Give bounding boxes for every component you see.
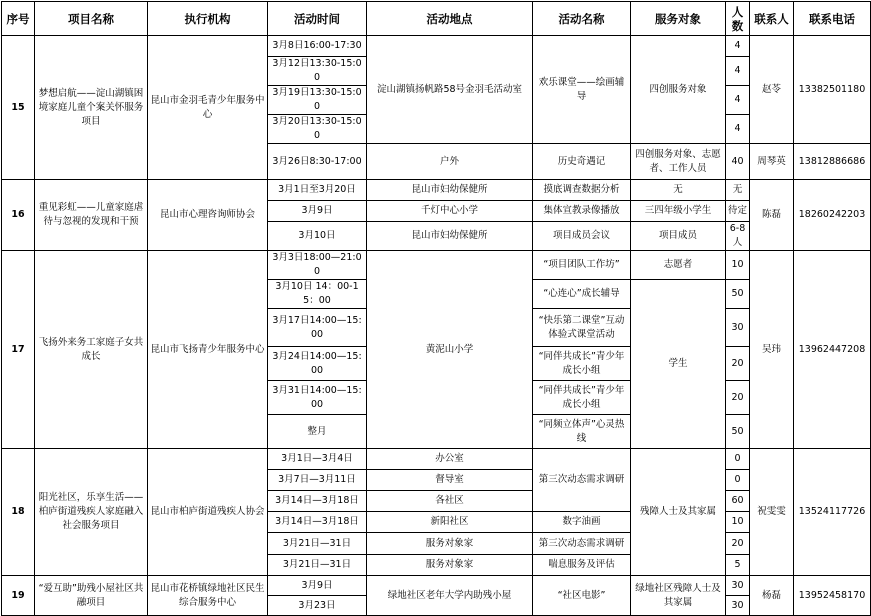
activity-name: “同频立体声”心灵热线 [533, 415, 631, 449]
headcount: 6-8人 [726, 222, 750, 251]
service-target: 四创服务对象、志愿者、工作人员 [631, 144, 726, 180]
table-row [2, 449, 871, 470]
contact-person: 陈磊 [750, 180, 794, 251]
activity-place: 各社区 [367, 491, 533, 512]
activity-time: 3月3日18:00—21:00 [268, 251, 367, 280]
activity-time: 3月14日—3月18日 [268, 491, 367, 512]
activity-name: 欢乐课堂——绘画辅导 [533, 36, 631, 144]
activity-name: 喘息服务及评估 [533, 555, 631, 576]
contact-phone: 13524117726 [794, 449, 871, 576]
header-contact: 联系人 [750, 2, 794, 36]
contact-phone: 13382501180 [794, 36, 871, 144]
headcount: 无 [726, 180, 750, 201]
header-phone: 联系电话 [794, 2, 871, 36]
activity-place: 新阳社区 [367, 512, 533, 533]
activity-place: 服务对象家 [367, 533, 533, 555]
headcount: 10 [726, 251, 750, 280]
activity-schedule-table [1, 1, 871, 616]
contact-person: 祝雯雯 [750, 449, 794, 576]
service-target: 四创服务对象 [631, 36, 726, 144]
service-target: 无 [631, 180, 726, 201]
headcount: 4 [726, 36, 750, 57]
activity-time: 3月26日8:30-17:00 [268, 144, 367, 180]
headcount: 30 [726, 596, 750, 616]
activity-name [533, 533, 631, 555]
activity-time [268, 280, 367, 309]
activity-name: 项目成员会议 [533, 222, 631, 251]
service-target: 项目成员 [631, 222, 726, 251]
activity-place: 服务对象家 [367, 555, 533, 576]
activity-time: 3月14日—3月18日 [268, 512, 367, 533]
activity-place: 督导室 [367, 470, 533, 491]
project-org: 昆山市柏庐街道残疾人协会 [148, 449, 268, 576]
project-no: 18 [2, 449, 35, 576]
activity-time: 3月9日 [268, 201, 367, 222]
service-target: 三四年级小学生 [631, 201, 726, 222]
activity-name [533, 309, 631, 347]
activity-place: 昆山市妇幼保健所 [367, 180, 533, 201]
activity-time: 3月10日 [268, 222, 367, 251]
project-name: 飞扬外来务工家庭子女共成长 [35, 251, 148, 449]
project-name: 阳光社区，乐享生活——柏庐街道残疾人家庭融入社会服务项目 [35, 449, 148, 576]
activity-name-text: “快乐第二课堂”互动体验式课堂活动 [538, 314, 625, 340]
activity-name: “同伴共成长”青少年成长小组 [533, 347, 631, 381]
contact-person: 赵苓 [750, 36, 794, 144]
project-no: 16 [2, 180, 35, 251]
headcount: 60 [726, 491, 750, 512]
headcount: 4 [726, 57, 750, 86]
header-no: 序号 [2, 2, 35, 36]
service-target: 绿地社区残障人士及其家属 [631, 576, 726, 616]
headcount: 30 [726, 309, 750, 347]
header-time: 活动时间 [268, 2, 367, 36]
headcount: 20 [726, 381, 750, 415]
project-no: 15 [2, 36, 35, 180]
activity-place: 办公室 [367, 449, 533, 470]
activity-name: 摸底调查数据分析 [533, 180, 631, 201]
activity-time: 3月19日13:30-15:00 [268, 86, 367, 115]
header-count: 人数 [726, 2, 750, 36]
headcount: 30 [726, 576, 750, 596]
project-org: 昆山市花桥镇绿地社区民生综合服务中心 [148, 576, 268, 616]
activity-time: 3月12日13:30-15:00 [268, 57, 367, 86]
activity-place: 户外 [367, 144, 533, 180]
table-row [2, 36, 871, 57]
activity-time: 3月1日至3月20日 [268, 180, 367, 201]
headcount: 4 [726, 86, 750, 115]
activity-time: 3月21日—31日 [268, 533, 367, 555]
activity-place: 昆山市妇幼保健所 [367, 222, 533, 251]
project-org: 昆山市心理咨询师协会 [148, 180, 268, 251]
header-org: 执行机构 [148, 2, 268, 36]
activity-name: 第三次动态需求调研 [533, 449, 631, 512]
contact-phone: 13812886686 [794, 144, 871, 180]
project-name: 重见彩虹——儿童家庭虐待与忽视的发现和干预 [35, 180, 148, 251]
headcount: 50 [726, 280, 750, 309]
project-name: 梦想启航——淀山湖镇困境家庭儿童个案关怀服务项目 [35, 36, 148, 180]
headcount: 20 [726, 533, 750, 555]
project-org: 昆山市金羽毛青少年服务中心 [148, 36, 268, 180]
activity-place: 黄泥山小学 [367, 251, 533, 449]
activity-time: 3月20日13:30-15:00 [268, 115, 367, 144]
activity-time: 3月8日16:00-17:30 [268, 36, 367, 57]
headcount: 0 [726, 470, 750, 491]
activity-place: 淀山湖镇扬帆路58号金羽毛活动室 [367, 36, 533, 144]
activity-name: 历史奇遇记 [533, 144, 631, 180]
header-project-name: 项目名称 [35, 2, 148, 36]
table-row [2, 251, 871, 280]
header-activity: 活动名称 [533, 2, 631, 36]
project-no: 17 [2, 251, 35, 449]
service-target: 残障人士及其家属 [631, 449, 726, 576]
activity-time: 3月21日—31日 [268, 555, 367, 576]
activity-time-text: 3月10日 14：00-15：00 [275, 281, 359, 306]
activity-name-text: “心连心”成长辅导 [543, 288, 620, 299]
activity-name [533, 280, 631, 309]
activity-time: 3月24日14:00—15:00 [268, 347, 367, 381]
headcount: 待定 [726, 201, 750, 222]
contact-person: 吴玮 [750, 251, 794, 449]
headcount: 4 [726, 115, 750, 144]
service-target: 志愿者 [631, 251, 726, 280]
contact-phone: 18260242203 [794, 180, 871, 251]
activity-name: 数字油画 [533, 512, 631, 533]
header-row [2, 2, 871, 36]
activity-time: 3月23日 [268, 596, 367, 616]
activity-name: “社区电影” [533, 576, 631, 616]
service-target: 学生 [631, 280, 726, 449]
headcount: 10 [726, 512, 750, 533]
contact-person: 杨磊 [750, 576, 794, 616]
activity-name: “同伴共成长”青少年成长小组 [533, 381, 631, 415]
project-org: 昆山市飞扬青少年服务中心 [148, 251, 268, 449]
activity-name: “项目团队工作坊” [533, 251, 631, 280]
headcount: 0 [726, 449, 750, 470]
headcount: 50 [726, 415, 750, 449]
contact-phone: 13952458170 [794, 576, 871, 616]
table-row [2, 180, 871, 201]
activity-time: 3月17日14:00—15:00 [268, 309, 367, 347]
activity-time: 3月1日—3月4日 [268, 449, 367, 470]
activity-name-text: 第三次动态需求调研 [538, 537, 625, 549]
project-name: “爱互助”助残小屋社区共融项目 [35, 576, 148, 616]
activity-time: 3月9日 [268, 576, 367, 596]
contact-phone: 13962447208 [794, 251, 871, 449]
activity-time: 3月7日—3月11日 [268, 470, 367, 491]
project-no: 19 [2, 576, 35, 616]
activity-place: 绿地社区老年大学内助残小屋 [367, 576, 533, 616]
activity-place: 千灯中心小学 [367, 201, 533, 222]
contact-person: 周琴英 [750, 144, 794, 180]
activity-time: 整月 [268, 415, 367, 449]
activity-time: 3月31日14:00—15:00 [268, 381, 367, 415]
headcount: 20 [726, 347, 750, 381]
header-place: 活动地点 [367, 2, 533, 36]
activity-name: 集体宣教录像播放 [533, 201, 631, 222]
headcount: 5 [726, 555, 750, 576]
header-target: 服务对象 [631, 2, 726, 36]
headcount: 40 [726, 144, 750, 180]
